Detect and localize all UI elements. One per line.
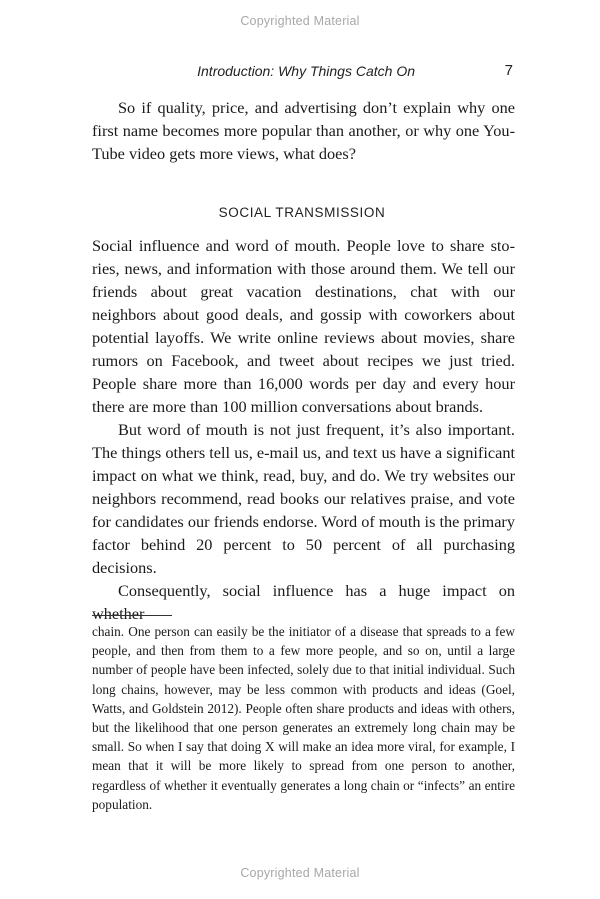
footnote-block [92, 622, 515, 814]
running-head [92, 63, 516, 83]
section-paragraph-2: But word of mouth is not just frequent, it’s also important. The things others tell us, e-mail us, and text us have a significant impact on what we think, read, buy, and do. We try websites our neighbors recommend, read books our relatives praise, and vote for candidates our friends endorse. Word of mouth is the primary factor behind 20 percent to 50 percent of all purchasing decisions. [92, 420, 515, 577]
running-head-title: Introduction: Why Things Catch On [197, 63, 415, 79]
section-text-block [92, 234, 515, 625]
footnote-divider [92, 615, 172, 616]
section-paragraph-1: Social influence and word of mouth. People love to share stories, news, and information with those around them. We tell our friends about great vacation destinations, chat with our neighbors about good deals, and gossip with coworkers about potential layoffs. We write online reviews about movies, share rumors on Facebook, and tweet about recipes we just tried. People share more than 16,000 words per day and every hour there are more than 100 million conversations about brands. [92, 236, 515, 416]
opening-text-block [92, 96, 515, 165]
copyright-watermark-top: Copyrighted Material [240, 14, 360, 28]
page-number: 7 [504, 62, 513, 79]
copyright-watermark-bottom: Copyrighted Material [240, 866, 360, 880]
opening-paragraph: So if quality, price, and advertising don’t explain why one first name becomes more popular than another, or why one YouTube video gets more views, what does? [92, 98, 515, 163]
footnote-text: chain. One person can easily be the initiator of a disease that spreads to a few people, and then from them to a few more people, and so on, until a large number of people have been infected, solely due to that initial individual. Such long chains, however, may be less common with products and ideas (Goel, Watts, and Goldstein 2012). People often share products and ideas with others, but the likelihood that one person generates an extremely long chain may be small. So when I say that doing X will make an idea more viral, for example, I mean that it will be more likely to spread from one person to another, regardless of whether it eventually generates a long chain or “infects” an entire population. [92, 624, 515, 812]
section-heading: SOCIAL TRANSMISSION [218, 205, 386, 220]
section-paragraph-3: Consequently, social influence has a huge impact on whether [92, 581, 515, 623]
